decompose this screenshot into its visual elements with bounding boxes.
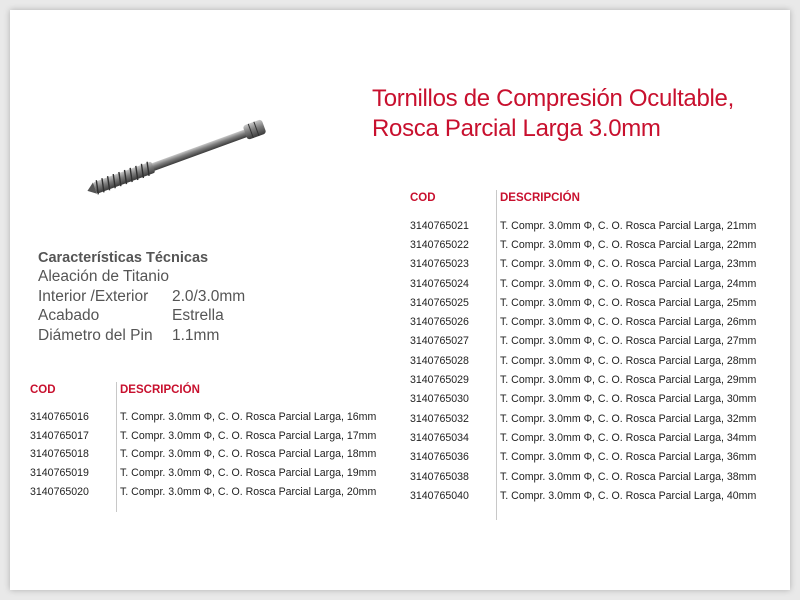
product-title-line-2: Rosca Parcial Larga 3.0mm — [372, 115, 661, 142]
codes-table-left — [30, 380, 376, 501]
row-desc: T. Compr. 3.0mm Φ, C. O. Rosca Parcial Larga, 34mm — [500, 431, 757, 444]
row-code: 3140765029 — [410, 374, 469, 387]
row-code: 3140765017 — [30, 429, 89, 442]
row-code: 3140765021 — [410, 219, 469, 232]
row-desc: T. Compr. 3.0mm Φ, C. O. Rosca Parcial Larga, 18mm — [120, 448, 377, 461]
table-row — [410, 390, 756, 409]
table-row — [30, 427, 376, 446]
row-code: 3140765024 — [410, 277, 469, 290]
screw-image — [78, 114, 278, 204]
row-code: 3140765032 — [410, 412, 469, 425]
table-row — [410, 312, 756, 331]
row-code: 3140765038 — [410, 470, 469, 483]
row-desc: T. Compr. 3.0mm Φ, C. O. Rosca Parcial Larga, 17mm — [120, 429, 377, 442]
spec-key: Aleación de Titanio — [38, 268, 169, 285]
row-desc: T. Compr. 3.0mm Φ, C. O. Rosca Parcial Larga, 30mm — [500, 393, 757, 406]
table-row — [410, 274, 756, 293]
table-row — [410, 332, 756, 351]
row-desc: T. Compr. 3.0mm Φ, C. O. Rosca Parcial Larga, 40mm — [500, 489, 757, 502]
row-desc: T. Compr. 3.0mm Φ, C. O. Rosca Parcial Larga, 21mm — [500, 219, 757, 232]
spec-row-interior-exterior — [38, 287, 245, 307]
row-desc: T. Compr. 3.0mm Φ, C. O. Rosca Parcial Larga, 24mm — [500, 277, 757, 290]
row-desc: T. Compr. 3.0mm Φ, C. O. Rosca Parcial Larga, 36mm — [500, 451, 757, 464]
row-code: 3140765030 — [410, 393, 469, 406]
row-desc: T. Compr. 3.0mm Φ, C. O. Rosca Parcial Larga, 29mm — [500, 374, 757, 387]
table-row — [410, 370, 756, 389]
row-desc: T. Compr. 3.0mm Φ, C. O. Rosca Parcial Larga, 32mm — [500, 412, 757, 425]
row-desc: T. Compr. 3.0mm Φ, C. O. Rosca Parcial Larga, 27mm — [500, 335, 757, 348]
table-row — [410, 448, 756, 467]
row-desc: T. Compr. 3.0mm Φ, C. O. Rosca Parcial Larga, 22mm — [500, 238, 757, 251]
table-row — [410, 255, 756, 274]
row-code: 3140765018 — [30, 448, 89, 461]
table-row — [30, 482, 376, 501]
header-descripcion: DESCRIPCIÓN — [120, 384, 200, 396]
table-row — [410, 351, 756, 370]
table-row — [30, 408, 376, 427]
table-row — [410, 293, 756, 312]
table-row — [410, 428, 756, 447]
row-code: 3140765023 — [410, 258, 469, 271]
spec-key: Diámetro del Pin — [38, 326, 153, 344]
spec-value: Estrella — [172, 307, 224, 324]
row-code: 3140765027 — [410, 335, 469, 348]
row-code: 3140765025 — [410, 296, 469, 309]
row-code: 3140765034 — [410, 431, 469, 444]
row-desc: T. Compr. 3.0mm Φ, C. O. Rosca Parcial Larga, 16mm — [120, 411, 377, 424]
row-code: 3140765040 — [410, 489, 469, 502]
table-row — [30, 445, 376, 464]
header-cod: COD — [30, 384, 56, 396]
table-row — [410, 235, 756, 254]
spec-value: 2.0/3.0mm — [172, 287, 246, 305]
table-row — [30, 464, 376, 483]
technical-specs — [38, 250, 245, 345]
spec-key: Interior /Exterior — [38, 287, 149, 305]
table-row — [410, 409, 756, 428]
spec-row-alloy — [38, 267, 245, 287]
product-title-line-1: Tornillos de Compresión Ocultable, — [372, 85, 734, 112]
spec-value: 1.1mm — [172, 326, 220, 344]
codes-table-right — [410, 188, 756, 505]
row-desc: T. Compr. 3.0mm Φ, C. O. Rosca Parcial Larga, 19mm — [120, 467, 377, 480]
column-separator — [116, 382, 117, 512]
header-descripcion: DESCRIPCIÓN — [500, 192, 580, 204]
row-code: 3140765016 — [30, 411, 89, 424]
spec-row-pin-diameter — [38, 326, 245, 346]
row-code: 3140765019 — [30, 467, 89, 480]
row-desc: T. Compr. 3.0mm Φ, C. O. Rosca Parcial Larga, 20mm — [120, 485, 377, 498]
row-desc: T. Compr. 3.0mm Φ, C. O. Rosca Parcial Larga, 26mm — [500, 316, 757, 329]
row-desc: T. Compr. 3.0mm Φ, C. O. Rosca Parcial Larga, 23mm — [500, 258, 757, 271]
row-desc: T. Compr. 3.0mm Φ, C. O. Rosca Parcial Larga, 25mm — [500, 296, 757, 309]
table-row — [410, 216, 756, 235]
row-code: 3140765026 — [410, 316, 469, 329]
row-code: 3140765020 — [30, 485, 89, 498]
table-header — [30, 380, 376, 400]
spec-key: Acabado — [38, 307, 100, 324]
row-desc: T. Compr. 3.0mm Φ, C. O. Rosca Parcial Larga, 28mm — [500, 354, 757, 367]
table-row — [410, 486, 756, 505]
table-header — [410, 188, 756, 208]
spec-row-finish — [38, 306, 245, 326]
specs-heading: Características Técnicas — [38, 250, 209, 266]
row-code: 3140765028 — [410, 354, 469, 367]
row-desc: T. Compr. 3.0mm Φ, C. O. Rosca Parcial Larga, 38mm — [500, 470, 757, 483]
table-row — [410, 467, 756, 486]
catalog-page — [10, 10, 790, 590]
column-separator — [496, 190, 497, 520]
row-code: 3140765036 — [410, 451, 469, 464]
row-code: 3140765022 — [410, 238, 469, 251]
product-title — [372, 84, 734, 144]
header-cod: COD — [410, 192, 436, 204]
